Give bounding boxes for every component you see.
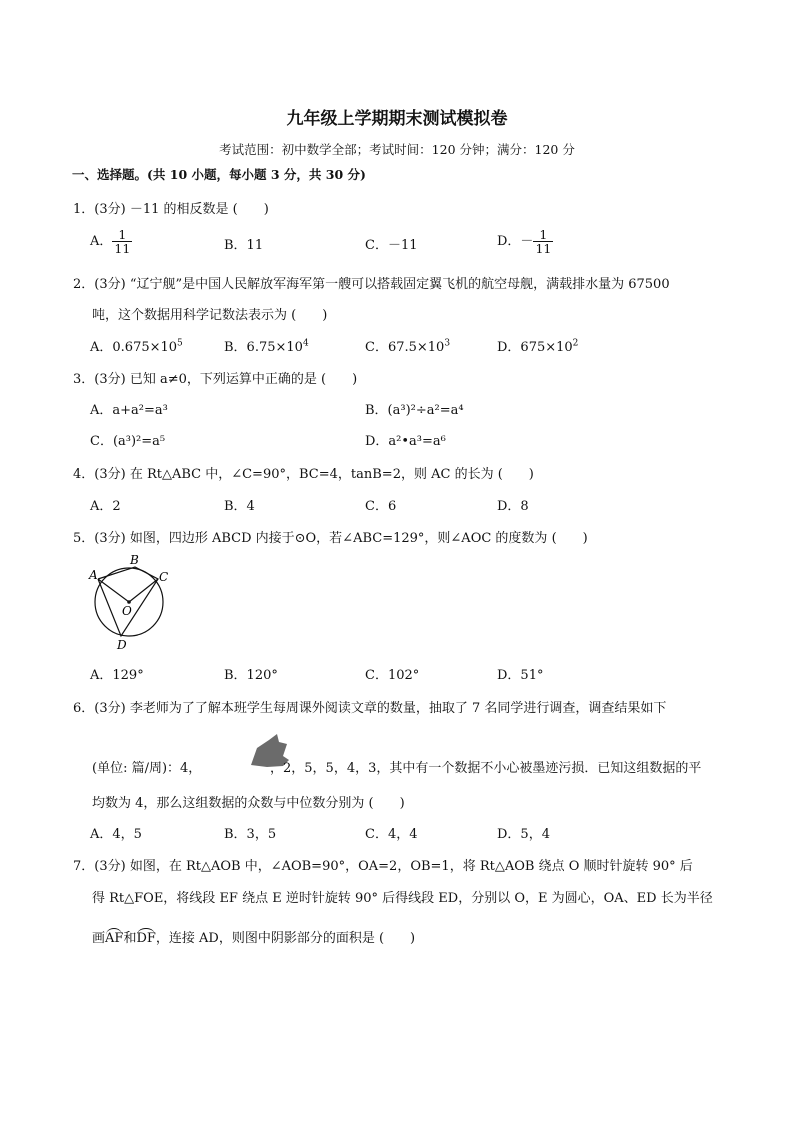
question-6-stem-line-2a: (单位: 篇/周)：4， [92,761,202,776]
question-6-option-d: D．5，4 [497,827,550,842]
question-3-stem: 3．(3分) 已知 a≠0，下列运算中正确的是 ( ) [73,372,358,387]
question-7-stem-line-3: 画AF和DF，连接 AD，则图中阴影部分的面积是 ( ) [92,931,416,946]
question-5-option-a: A．129° [90,668,144,683]
question-6-stem-line-2b: ，2，5，5，4，3，其中有一个数据不小心被墨迹污损．已知这组数据的平 [270,761,702,776]
section-heading: 一、选择题。(共 10 小题，每小题 3 分，共 30 分) [72,167,366,182]
question-4-option-c: C．6 [365,499,397,514]
question-4-option-b: B．4 [224,499,255,514]
question-3-option-a: A．a+a²=a³ [90,403,168,418]
exam-info: 考试范围：初中数学全部；考试时间：120 分钟；满分：120 分 [219,142,575,157]
question-6-stem-line-1: 6．(3分) 李老师为了了解本班学生每周课外阅读文章的数量，抽取了 7 名同学进行调查，调查结果如下 [73,701,667,716]
question-2-option-a: A．$0.675\times 10^5$ [90,338,183,355]
fraction: $\frac{1}{11}$ [114,227,131,257]
question-1-option-d: D．－ $\frac{1}{11}$ [497,227,552,257]
question-1-option-c: C．－11 [365,238,418,253]
label-a: A [89,568,98,582]
question-2-option-b: B．$6.75\times 10^4$ [224,338,309,355]
question-5-option-c: C．102° [365,668,420,683]
question-5-option-b: B．120° [224,668,278,683]
question-5-stem: 5．(3分) 如图，四边形 ABCD 内接于⊙O，若∠ABC=129°，则∠AOC 的度数为 ( ) [73,531,588,546]
question-5-option-d: D．51° [497,668,544,683]
question-4-stem: 4．(3分) 在 Rt△ABC 中，∠C=90°，BC=4，tanB=2，则 AC 的长为 ( ) [73,467,534,482]
question-7-stem-line-2: 得 Rt△FOE，将线段 EF 绕点 E 逆时针旋转 90° 后得线段 ED，分别以 O，E 为圆心，OA、ED 长为半径 [92,891,713,906]
question-2-stem-line-2: 吨，这个数据用科学记数法表示为 ( ) [92,308,328,323]
label-c: C [159,570,169,584]
question-1-option-a: A． $\frac{1}{11}$ [90,227,131,257]
fraction: $\frac{1}{11}$ [535,227,552,257]
arc-df: DF [136,931,156,946]
label-b: B [130,553,139,567]
question-6-stem-line-3: 均数为 4，那么这组数据的众数与中位数分别为 ( ) [92,796,405,811]
question-6-option-a: A．4，5 [90,827,142,842]
question-7-stem-line-1: 7．(3分) 如图，在 Rt△AOB 中，∠AOB=90°，OA=2，OB=1，将 Rt△AOB 绕点 O 顺时针旋转 90° 后 [73,859,693,874]
question-2-stem-line-1: 2．(3分) “辽宁舰”是中国人民解放军海军第一艘可以搭载固定翼飞机的航空母舰，满载排水量为 67500 [73,277,670,292]
question-3-option-b: B．(a³)²÷a²=a⁴ [365,403,464,418]
question-1-option-b: B．11 [224,238,264,253]
question-4-option-a: A．2 [90,499,121,514]
question-6-option-b: B．3，5 [224,827,277,842]
circle-quadrilateral-figure [84,552,174,652]
question-2-option-d: D．$675\times 10^2$ [497,338,579,355]
question-2-option-c: C．$67.5\times 10^3$ [365,338,451,355]
page-title: 九年级上学期期末测试模拟卷 [286,109,508,129]
label-o: O [122,604,132,618]
question-3-option-d: D．a²•a³=a⁶ [365,434,446,449]
question-3-option-c: C．(a³)²=a⁵ [90,434,166,449]
question-1-stem: 1．(3分) －11 的相反数是 ( ) [73,202,269,217]
arc-af: AF [105,931,124,946]
question-6-option-c: C．4，4 [365,827,418,842]
label-d: D [117,638,127,652]
segment-oc [129,579,158,602]
question-4-option-d: D．8 [497,499,529,514]
